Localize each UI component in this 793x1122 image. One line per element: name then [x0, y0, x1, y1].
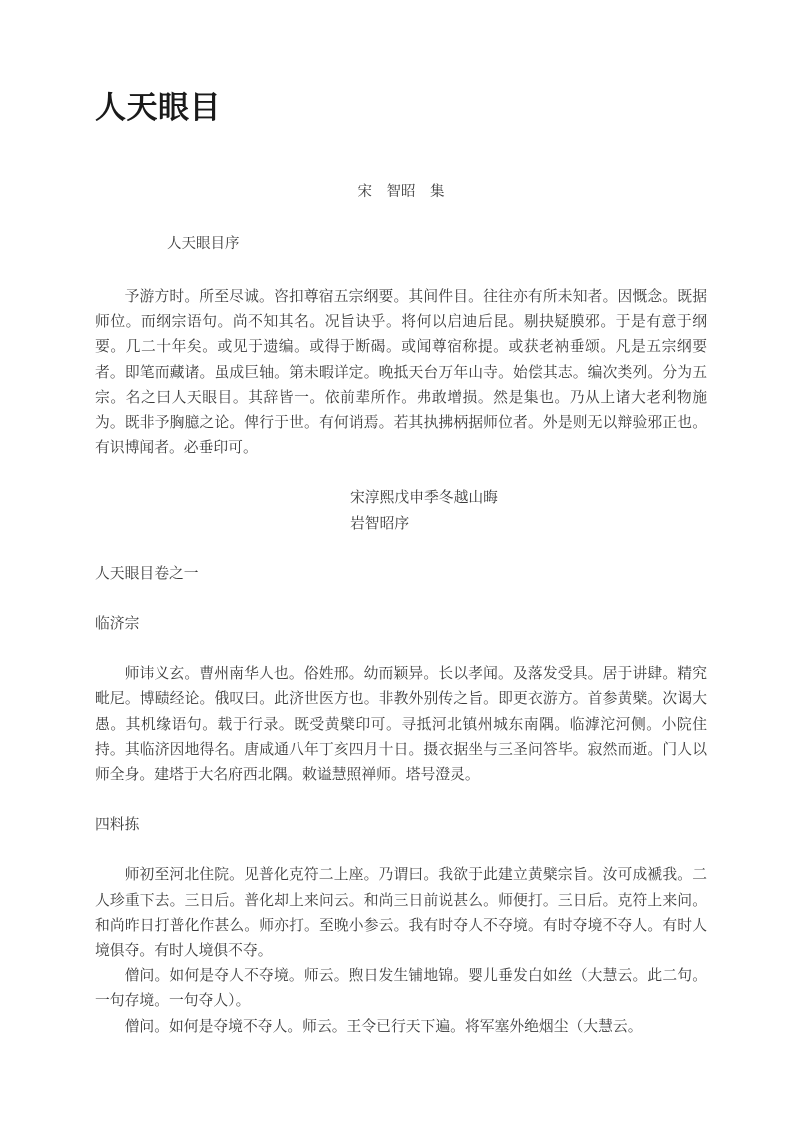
spacer	[95, 206, 707, 231]
spacer	[95, 837, 707, 862]
preface-signature-line-1: 宋淳熙戊申季冬越山晦	[350, 489, 498, 507]
section-body-siliaojian	[95, 862, 707, 1038]
byline: 宋 智昭 集	[357, 183, 445, 200]
section-paragraph: 僧问。如何是夺人不夺境。师云。煦日发生铺地锦。婴儿垂发白如丝（大慧云。此二句。一句存境。一句夺人）。	[95, 967, 707, 1010]
preface-heading: 人天眼目序	[167, 236, 240, 253]
spacer	[95, 536, 707, 561]
section-heading-linji: 临济宗	[95, 614, 140, 632]
page-title: 人天眼目	[95, 90, 221, 126]
spacer	[95, 259, 707, 284]
spacer	[95, 460, 707, 485]
preface-body: 予游方时。所至尽诚。咨扣尊宿五宗纲要。其间件目。往往亦有所未知者。因慨念。既据师位。而纲宗语句。尚不知其名。况旨诀乎。将何以启迪后昆。剔抉疑膜邪。于是有意于纲要。几二十年矣。或见于遗编。或得于断碣。或闻尊宿称提。或获老衲垂颂。凡是五宗纲要者。即笔而藏诸。虽成巨轴。第未暇详定。晚抵天台万年山寺。始偿其志。编次类列。分为五宗。名之曰人天眼目。其辞皆一。依前辈所作。弗敢增损。然是集也。乃从上诸大老利物施为。既非予胸臆之论。俾行于世。有何诮焉。若其执拂柄据师位者。外是则无以辩验邪正也。有识博闻者。必垂印可。	[95, 287, 707, 457]
document-content	[95, 88, 707, 1039]
spacer	[95, 586, 707, 611]
volume-heading: 人天眼目卷之一	[95, 564, 199, 582]
spacer	[95, 787, 707, 812]
preface-signature-line-2: 岩智昭序	[350, 514, 410, 532]
spacer	[95, 130, 707, 179]
section-heading-siliaojian: 四料拣	[95, 816, 140, 834]
section-paragraph: 师初至河北住院。见普化克符二上座。乃谓曰。我欲于此建立黄檗宗旨。汝可成褫我。二人珍重下去。三日后。普化却上来问云。和尚三日前说甚么。师便打。三日后。克符上来问。和尚昨日打普化作甚么。师亦打。至晚小参云。我有时夺人不夺境。有时夺境不夺人。有时人境俱夺。有时人境俱不夺。	[95, 866, 707, 959]
section-paragraph: 师讳义玄。曹州南华人也。俗姓邢。幼而颖异。长以孝闻。及落发受具。居于讲肆。精究毗尼。博赜经论。俄叹曰。此济世医方也。非教外别传之旨。即更衣游方。首参黄檗。次谒大愚。其机缘语句。载于行录。既受黄檗印可。寻抵河北镇州城东南隅。临滹沱河侧。小院住持。其临济因地得名。唐咸通八年丁亥四月十日。摄衣据坐与三圣问答毕。寂然而逝。门人以师全身。建塔于大名府西北隅。敕谥慧照禅师。塔号澄灵。	[95, 665, 707, 783]
spacer	[95, 636, 707, 661]
section-paragraph: 僧问。如何是夺境不夺人。师云。王令已行天下遍。将军塞外绝烟尘（大慧云。	[124, 1017, 643, 1035]
